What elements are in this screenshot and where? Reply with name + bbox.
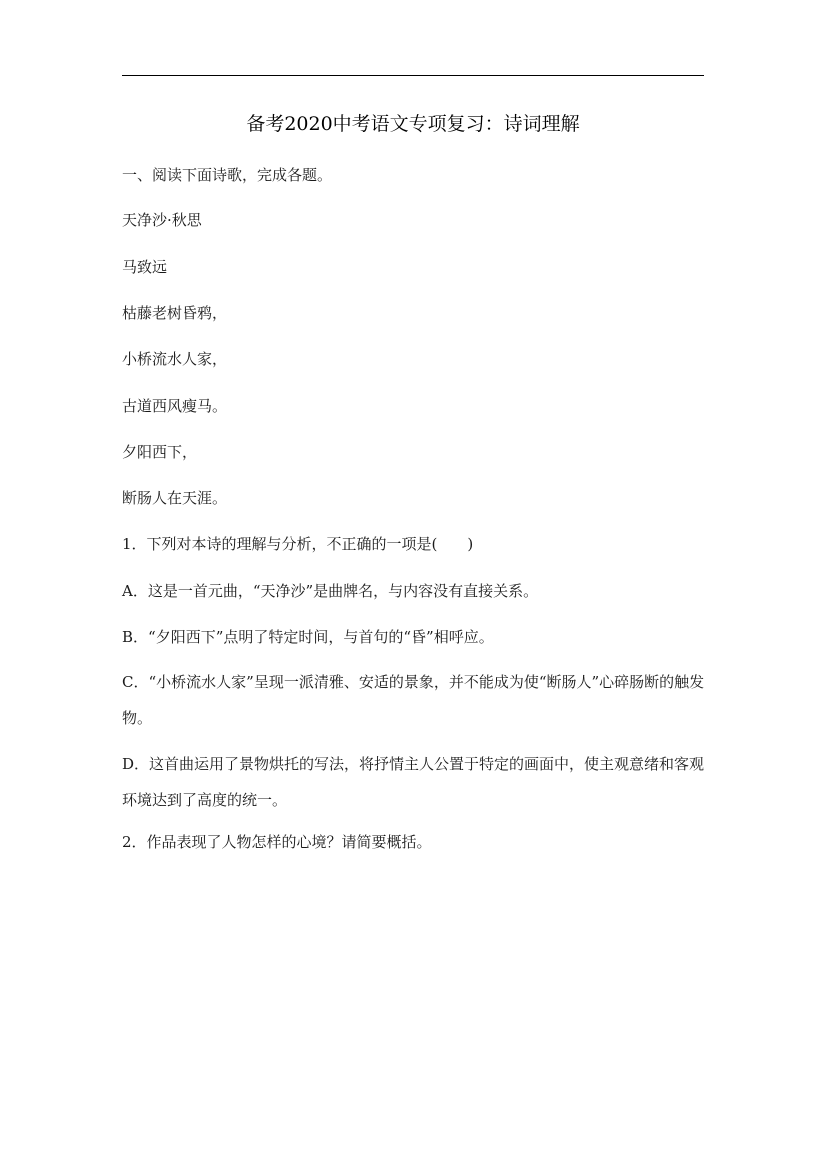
poem-line: 枯藤老树昏鸦， [122,304,228,322]
question-2-stem: 2．作品表现了人物怎样的心境？请简要概括。 [122,833,432,851]
poem-title: 天净沙·秋思 [122,211,202,229]
poem-author: 马致远 [122,258,168,276]
question-1-stem: 1．下列对本诗的理解与分析，不正确的一项是( ) [122,535,474,553]
question-1-option-d: D．这首曲运用了景物烘托的写法，将抒情主人公置于特定的画面中，使主观意绪和客观环境达到了高度的统一。 [122,755,705,809]
header-rule [122,75,704,76]
question-1-option-a: A．这是一首元曲，“天净沙”是曲牌名，与内容没有直接关系。 [122,582,539,600]
section-heading: 一、阅读下面诗歌，完成各题。 [122,166,333,184]
poem-line: 夕阳西下， [122,443,198,461]
question-1-option-b: B．“夕阳西下”点明了特定时间，与首句的“昏”相呼应。 [122,628,494,646]
question-1-option-c: C．“小桥流水人家”呈现一派清雅、安适的景象，并不能成为使“断肠人”心碎肠断的触发物。 [122,673,705,727]
poem-line: 古道西风瘦马。 [122,397,228,415]
poem-line: 小桥流水人家， [122,350,228,368]
poem-line: 断肠人在天涯。 [122,489,228,507]
page-title: 备考2020中考语文专项复习：诗词理解 [246,113,580,135]
